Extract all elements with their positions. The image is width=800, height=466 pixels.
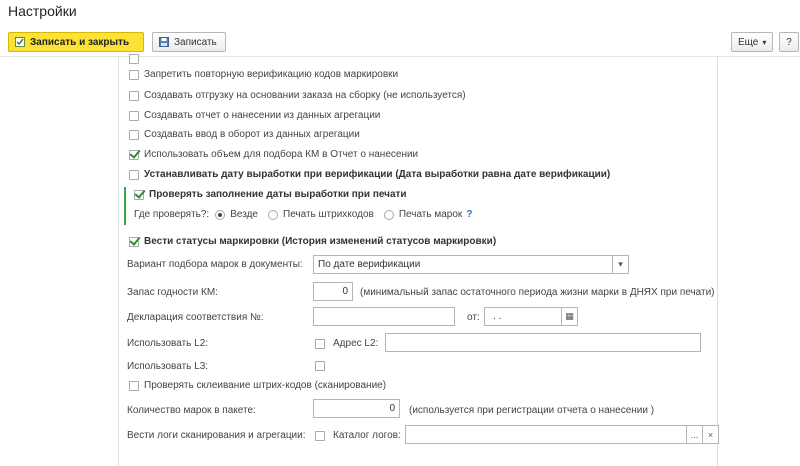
more-label: Еще <box>738 36 759 48</box>
option-checkbox-cut[interactable] <box>129 54 139 64</box>
package-count-hint: (используется при регистрации отчета о нанесении ) <box>409 405 655 416</box>
barcode-check-label: Проверять склеивание штрих-кодов (сканирование) <box>144 380 387 391</box>
option-label: Устанавливать дату выработки при верификации (Дата выработки равна дате верификации) <box>144 169 611 180</box>
use-l2-checkbox[interactable] <box>315 339 325 349</box>
toolbar <box>0 30 800 54</box>
radio-label: Везде <box>230 209 258 220</box>
chevron-down-icon: ▾ <box>762 37 767 47</box>
expiry-reserve-label: Запас годности КМ: <box>127 287 218 298</box>
use-l3-checkbox[interactable] <box>315 361 325 371</box>
option-row-5[interactable] <box>129 149 418 160</box>
save-document-icon <box>15 37 25 47</box>
declaration-date-label: от: <box>467 312 480 323</box>
use-l2-row[interactable] <box>315 338 378 349</box>
address-l2-label: Адрес L2: <box>333 338 379 349</box>
catalog-logs-input[interactable] <box>405 425 687 444</box>
package-count-label: Количество марок в пакете: <box>127 405 256 416</box>
expiry-reserve-hint: (минимальный запас остаточного периода жизни марки в ДНЯХ при печати) <box>360 287 715 298</box>
option-label: Запретить повторную верификацию кодов маркировки <box>144 69 399 80</box>
option-row-2[interactable] <box>129 90 466 101</box>
help-icon[interactable]: ? <box>466 209 473 220</box>
statuses-row[interactable] <box>129 236 496 247</box>
radio-label: Печать марок <box>398 209 463 220</box>
catalog-logs-label: Каталог логов: <box>333 430 401 441</box>
selection-variant-select[interactable]: По дате верификации <box>313 255 613 274</box>
scan-logs-checkbox[interactable] <box>315 431 325 441</box>
radio-barcode-print[interactable] <box>268 210 278 220</box>
save-and-close-button[interactable] <box>8 32 144 52</box>
more-actions-button[interactable] <box>731 32 773 52</box>
option-checkbox[interactable] <box>129 70 139 80</box>
option-label: Создавать отгрузку на основании заказа на сборку (не используется) <box>144 90 466 101</box>
option-checkbox-checked[interactable] <box>129 150 139 160</box>
radio-label: Печать штрихкодов <box>283 209 374 220</box>
option-label: Проверять заполнение даты выработки при печати <box>149 189 407 200</box>
help-button[interactable] <box>779 32 799 52</box>
check-where-row <box>134 209 472 220</box>
selection-variant-label: Вариант подбора марок в документы: <box>127 259 303 270</box>
check-where-label: Где проверять?: <box>134 209 210 220</box>
chevron-down-icon[interactable]: ▾ <box>612 255 629 274</box>
option-checkbox[interactable] <box>129 170 139 180</box>
declaration-date-input[interactable]: . . <box>484 307 562 326</box>
option-row-1[interactable] <box>129 69 398 80</box>
option-row-4[interactable] <box>129 129 360 140</box>
clear-icon[interactable]: × <box>702 425 719 444</box>
barcode-check-checkbox[interactable] <box>129 381 139 391</box>
option-checkbox-checked[interactable] <box>134 190 144 200</box>
option-label: Создавать ввод в оборот из данных агрегации <box>144 129 360 140</box>
use-l3-row[interactable] <box>315 361 325 371</box>
radio-everywhere[interactable] <box>215 210 225 220</box>
save-button[interactable] <box>152 32 226 52</box>
statuses-label: Вести статусы маркировки (История изменений статусов маркировки) <box>144 236 497 247</box>
statuses-checkbox[interactable] <box>129 237 139 247</box>
floppy-disk-icon <box>159 37 169 47</box>
group-indicator-bar <box>124 187 126 225</box>
option-row-cut <box>129 54 139 64</box>
option-label: Создавать отчет о нанесении из данных агрегации <box>144 110 381 121</box>
option-label: Использовать объем для подбора КМ в Отчет о нанесении <box>144 149 419 160</box>
package-count-input[interactable]: 0 <box>313 399 400 418</box>
option-row-6[interactable] <box>129 169 610 180</box>
barcode-check-row[interactable] <box>129 380 386 391</box>
radio-mark-print[interactable] <box>384 210 394 220</box>
page-title: Настройки <box>8 3 77 19</box>
expiry-reserve-input[interactable]: 0 <box>313 282 353 301</box>
help-label: ? <box>786 36 792 48</box>
toolbar-divider <box>0 56 800 57</box>
use-l3-label: Использовать L3: <box>127 361 209 372</box>
panel-right-border <box>717 57 718 466</box>
address-l2-input[interactable] <box>385 333 701 352</box>
option-checkbox[interactable] <box>129 130 139 140</box>
save-and-close-label: Записать и закрыть <box>30 36 130 48</box>
option-checkbox[interactable] <box>129 91 139 101</box>
panel-left-border <box>118 57 119 466</box>
calendar-icon[interactable]: ▦ <box>561 307 578 326</box>
use-l2-label: Использовать L2: <box>127 338 209 349</box>
save-label: Записать <box>174 36 217 48</box>
browse-button[interactable]: ... <box>686 425 703 444</box>
scan-logs-label: Вести логи сканирования и агрегации: <box>127 430 306 441</box>
option-row-3[interactable] <box>129 110 380 121</box>
scan-logs-row[interactable] <box>315 430 401 441</box>
declaration-input[interactable] <box>313 307 455 326</box>
option-checkbox[interactable] <box>129 111 139 121</box>
declaration-label: Декларация соответствия №: <box>127 312 264 323</box>
option-row-7[interactable] <box>134 189 407 200</box>
